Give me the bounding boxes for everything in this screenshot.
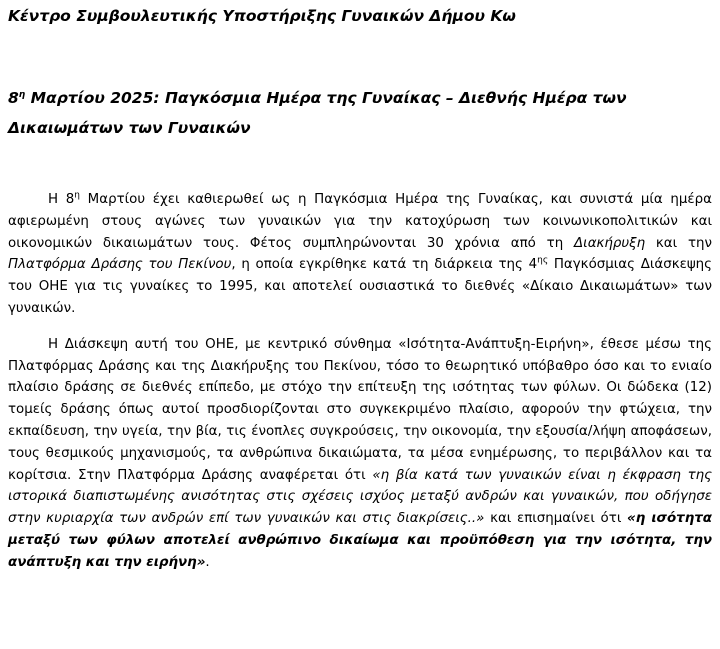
article-body [8, 189, 712, 574]
p1-superscript-2: ης [537, 255, 549, 266]
p1-text-4: , η οποία εγκρίθηκε κατά τη διάρκεια της 4 [231, 257, 538, 273]
title-text: Μαρτίου 2025: Παγκόσμια Ημέρα της Γυναίκας – Διεθνής Ημέρα των Δικαιωμάτων των Γυναικών [8, 89, 627, 137]
title-day-number: 8 [8, 89, 19, 107]
paragraph-1 [8, 189, 712, 320]
p1-italic-declaration: Διακήρυξη [574, 235, 646, 251]
p1-text-2: Μαρτίου έχει καθιερωθεί ως η Παγκόσμια Ημέρα της Γυναίκας, και συνιστά μία ημέρα αφιερωμένη στους αγώνες των γυναικών για την κατοχύρωση των κοινωνικοπολιτικών και οικονομικών δικαιωμάτων τους. Φέτος συμπληρώνονται 30 χρόνια από τη [8, 192, 712, 251]
p1-text-1: Η 8 [48, 192, 75, 207]
article-title [8, 83, 712, 143]
paragraph-2 [8, 334, 712, 574]
organization-heading: Κέντρο Συμβουλευτικής Υποστήριξης Γυναικών Δήμου Κω [8, 7, 516, 25]
p2-text-1: Η Διάσκεψη αυτή του ΟΗΕ, με κεντρικό σύνθημα «Ισότητα-Ανάπτυξη-Ειρήνη», έθεσε μέσω της Πλατφόρμας Δράσης και της Διακήρυξης του Πεκίνου, τόσο το θεωρητικό υπόβαθρο όσο και το ενιαίο πλαίσιο δράσης σε διεθνές επίπεδο, με στόχο την επίτευξη της ισότητας των φύλων. Οι δώδεκα (12) τομείς δράσης όπως αυτοί προσδιορίζονται στο συγκεκριμένο πλαίσιο, αφορούν την φτώχεια, την εκπαίδευση, την υγεία, την βία, τις ένοπλες συγκρούσεις, την οικονομία, την εξουσία/λήψη αποφάσεων, τους θεσμικούς μηχανισμούς, τα ανθρώπινα δικαιώματα, τα μέσα ενημέρωσης, το περιβάλλον και τα κορίτσια. Στην Πλατφόρμα Δράσης αναφέρεται ότι [8, 336, 712, 483]
p2-italic-quote: «η βία κατά των γυναικών είναι η έκφραση της ιστορικά διαπιστωμένης ανισότητας στις σχέσεις ισχύος μεταξύ ανδρών και γυναικών, που οδήγησε στην κυριαρχία των ανδρών επί των γυναικών και στις διακρίσεις..» [8, 467, 713, 527]
p2-text-3: . [205, 554, 210, 570]
p2-bold-italic-quote: «η ισότητα μεταξύ των φύλων αποτελεί ανθρώπινο δικαίωμα και προϋπόθεση για την ισότητα, την ανάπτυξη και την ειρήνη» [8, 511, 712, 570]
p1-text-3: και την [645, 235, 712, 251]
p1-text-5: Παγκόσμιας Διάσκεψης του ΟΗΕ για τις γυναίκες το 1995, και αποτελεί ουσιαστικά το διεθνές «Δίκαιο Δικαιωμάτων» των γυναικών. [8, 257, 713, 316]
p1-italic-platform: Πλατφόρμα Δράσης του Πεκίνου [8, 257, 232, 273]
title-day-superscript: η [18, 89, 26, 100]
p2-text-2: και επισημαίνει ότι [484, 511, 628, 527]
p1-superscript-1: η [74, 190, 80, 201]
